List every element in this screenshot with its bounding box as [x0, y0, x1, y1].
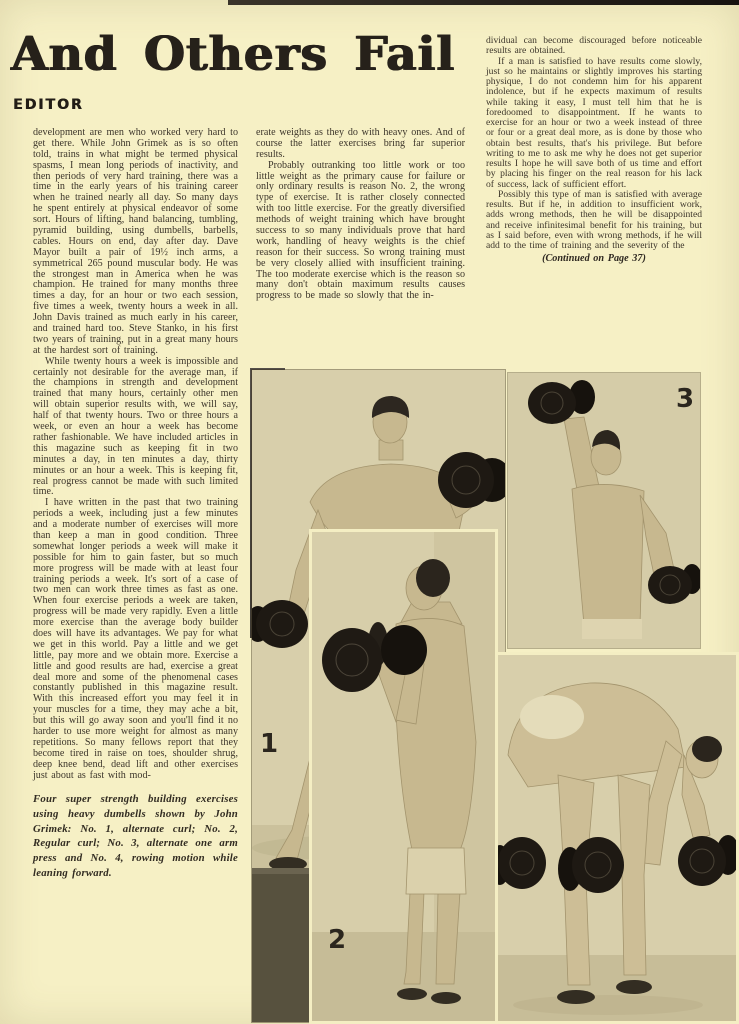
sandal — [616, 980, 652, 994]
paragraph: While twenty hours a week is impossible and certainly not desirable for the average man, if the champions in strength and development trained that many hours, certainly other men will obtain superior results with, we will say, half of that twenty hours. Two or three hours a week, or even an hour a week has become rather fashionable. We have included articles in this magazine such as keeping fit in two minutes a day, in ten minutes a day, thirty minutes or an hour a week. This is keeping fit, real progress cannot be made with such limited time. — [33, 355, 238, 498]
top-rule — [228, 0, 739, 5]
photo-1-label: 1 — [260, 729, 279, 759]
trunks — [406, 848, 466, 894]
paragraph: dividual can become discouraged before noticeable results are obtained. — [486, 35, 702, 57]
article-title: And Others Fail — [11, 27, 456, 82]
continued-notice: (Continued on Page 37) — [542, 253, 646, 265]
column-3-paragraphs — [486, 36, 702, 251]
sandal — [397, 988, 427, 1000]
text-column-1 — [33, 128, 238, 880]
hair — [416, 559, 450, 597]
photo-4-rowing-motion — [495, 652, 739, 1024]
photo-collage — [250, 368, 739, 1024]
paragraph: I have written in the past that two training periods a week, including just a few minutes and a moderate number of exercises will more than keep a man in good condition. Three somewhat longer periods a week will make it possible for him to gain faster, but so much more progress will be made with at least four training periods a week. It's sort of a case of two men can work three times as fast as one. When four exercise periods a week are taken, progress will be made very rapidly. Even a little more exercise than the average body builder does will have its advantages. We pay for what we get in this world. Pay a little and we get little, pay more and we obtain more. Exercise a little and good results are had, exercise a great deal more and some of the phenomenal cases constantly published in this magazine result. With this increased effort you may feel it in your muscles for a time, they may ache a bit, but this will go away soon and you'll find it no harder to use more weight for almost as many repetitions. So many fellows report that they become tired in raise on toes, shoulder shrug, deep knee bend, dead lift and other exercises just about as fast with mod- — [33, 497, 238, 781]
photo-caption: Four super strength building exercises using heavy dumbells shown by John Grimek: No. 1, alternate curl; No. 2, Regular curl; No. 3, alternate one arm press and No. 4, rowing motion while leaning forward. — [33, 793, 238, 879]
paragraph: If a man is satisfied to have results come slowly, just so he maintains or slightly improves his starting physique, I do not condemn him for his apparent indolence, but if he expects maximum of results while taking it easy, I must tell him that he is foredoomed to disappointment. If he wants to exercise for an hour or two a week instead of three or four or a great deal more, as is done by those who obtain best results, that's his privilege. But before writing to me to ask me why he does not get superior results I hope he will save both of us time and effort by placing his finger on the real reason for his lack of success, lack of sufficient effort. — [486, 55, 702, 190]
bright-trunks — [520, 695, 584, 739]
paragraph: development are men who worked very hard to get there. While John Grimek as is so often told, trains in what might be termed physical spasms, I mean long periods of inactivity, and then periods of very hard training, there was a time in the early years of his training career when he trained nearly all day. So many days he spent entirely at physical endeavor of some sort. Hours of lifting, hand balancing, tumbling, pyramid building, using dumbells, barbells, cables. Hours on end, day after day. Dave Mayor built a pair of 19½ inch arms, a symmetrical 265 pound muscular body. He was the strongest man in America when he was champion. He trained for many months three times a day, for an hour or two each session, five times a week, twenty hours a week in all. John Davis trained as much early in his career, and trained hard too. Steve Stanko, in his first two years of training, put in a great many hours at the hardest sort of training. — [33, 127, 238, 356]
hair — [692, 736, 722, 762]
waistband — [582, 619, 642, 639]
photo-2-figure — [312, 532, 495, 1021]
paragraph: Probably outranking too little work or too little weight as the primary cause for failure or only ordinary results is reason No. 2, the wrong type of exercise. It is rather closely connected with too little exercise. For the greatly diversified methods of weight training which have brought success to so many individuals prove that hard work, handling of heavy weights is the chief reason for their success. So wrong training must be very closely allied with insufficient training. The too moderate exercise which is the reason so many don't obtain maximum results causes progress to be made so slowly that the in- — [256, 159, 465, 302]
sandal — [557, 990, 595, 1004]
column-2-paragraphs — [256, 128, 465, 302]
photo-3-figure — [508, 373, 700, 648]
photo-2-label: 2 — [328, 925, 347, 955]
photo-3-label: 3 — [676, 384, 695, 414]
dumbbell-icon — [438, 452, 505, 508]
sandal — [431, 992, 461, 1004]
paragraph: Possibly this type of man is satisfied with average results. But if he, in addition to insufficient work, adds wrong methods, then he will be disappointed and receive infinitesimal benefit for his training, but as I said before, even with wrong methods, if he will add to the time of training and the severity of the — [486, 188, 702, 251]
column-1-paragraphs — [33, 128, 238, 781]
dumbbell-icon — [252, 600, 308, 648]
photo-3-one-arm-press — [508, 373, 700, 648]
dumbbell-icon — [498, 837, 546, 889]
photo-4-figure — [498, 655, 736, 1021]
text-column-2 — [256, 128, 465, 302]
paragraph: erate weights as they do with heavy ones. And of course the latter exercises bring far superior results. — [256, 127, 465, 160]
photo-2-regular-curl — [309, 529, 498, 1024]
editor-byline: EDITOR — [13, 97, 84, 113]
text-column-3 — [486, 36, 702, 265]
pedestal-block — [252, 868, 312, 1022]
